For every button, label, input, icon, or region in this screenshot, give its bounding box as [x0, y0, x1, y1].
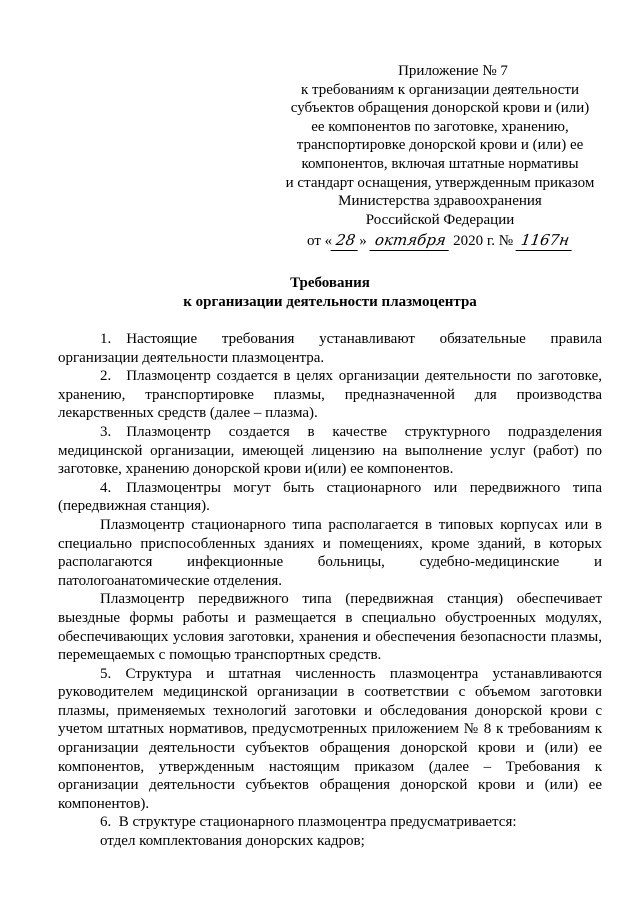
list-item: отдел комплектования донорских кадров;: [100, 833, 365, 850]
handwritten-day: 28: [331, 231, 361, 251]
order-date-line: [255, 231, 625, 251]
heading-title: Требования: [290, 275, 370, 291]
annex-line: субъектов обращения донорской крови и (или): [290, 100, 590, 117]
date-mid: »: [359, 233, 367, 250]
handwritten-month: октября: [369, 231, 451, 251]
document-body: [58, 330, 602, 851]
annex-line: транспортировке донорской крови и (или) ее: [296, 137, 584, 154]
annex-line: ее компонентов по заготовке, хранению,: [311, 118, 569, 135]
paragraph-mobile: Плазмоцентр передвижного типа (передвижная станция) обеспечивает выездные формы работы и размещается в специально обустроенных модулях, обеспечивающих условия заготовки, хранения и обеспечения безопасности плазмы, перемещаемых с помощью транспортных средств.: [58, 591, 602, 664]
heading-subtitle: к организации деятельности плазмоцентра: [183, 293, 477, 310]
annex-title: Приложение № 7: [398, 63, 508, 79]
date-prefix: от «: [307, 233, 333, 250]
paragraph-6: 6. В структуре стационарного плазмоцентра предусматривается:: [100, 814, 517, 831]
paragraph-1: 1. Настоящие требования устанавливают обязательные правила организации деятельности плазмоцентра.: [58, 331, 602, 366]
paragraph-5: 5. Структура и штатная численность плазмоцентра устанавливаются руководителем медицинской организации в соответствии с объемом заготовки плазмы, применяемых технологий заготовки и обследования донорской крови с учетом штатных нормативов, предусмотренных приложением № 8 к требованиям к организации деятельности субъектов обращения донорской крови и (или) ее компонентов, утвержденным настоящим приказом (далее – Требования к организации деятельности субъектов обращения донорской крови и (или) ее компонентов).: [58, 665, 602, 812]
annex-line: Российской Федерации: [365, 211, 515, 228]
paragraph-2: 2. Плазмоцентр создается в целях организации деятельности по заготовке, хранению, транспортировке плазмы, предназначенной для производства лекарственных средств (далее – плазма).: [58, 368, 602, 422]
paragraph-3: 3. Плазмоцентр создается в качестве структурного подразделения медицинской организации, имеющей лицензию на выполнение услуг (работ) по заготовке, хранению донорской крови и(или) ее компонентов.: [58, 423, 602, 478]
annex-header: [255, 62, 625, 251]
date-year: 2020 г. №: [453, 233, 514, 250]
paragraph-4: 4. Плазмоцентры могут быть стационарного или передвижного типа (передвижная станция).: [58, 479, 602, 515]
document-heading: [58, 274, 602, 311]
annex-line: и стандарт оснащения, утвержденным приказом: [285, 174, 595, 191]
handwritten-order-number: 1167н: [515, 231, 574, 251]
annex-line: Министерства здравоохранения: [338, 193, 542, 210]
annex-line: к требованиям к организации деятельности: [301, 81, 579, 98]
paragraph-stationary: Плазмоцентр стационарного типа располагается в типовых корпусах или в специально приспособленных зданиях и помещениях, кроме зданий, в которых располагаются инфекционные больницы, судебно-медицинские и патологоанатомические отделения.: [58, 516, 602, 589]
annex-line: компонентов, включая штатные нормативы: [301, 155, 579, 172]
